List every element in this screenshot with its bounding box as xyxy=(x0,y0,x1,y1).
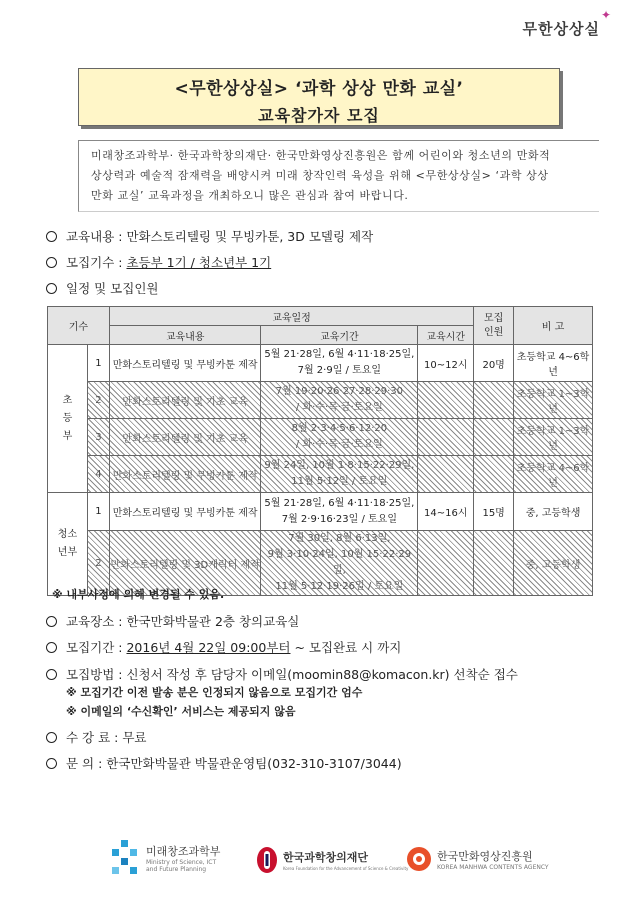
row-no: 2 xyxy=(87,382,109,419)
item-value: 한국만화박물관 2층 창의교육실 xyxy=(126,614,300,629)
msip-emblem-icon xyxy=(108,838,142,878)
period-line: 7월 2·9일 / 토요일 xyxy=(297,365,382,376)
note-receipt: ※ 이메일의 ‘수신확인’ 서비스는 제공되지 않음 xyxy=(66,705,296,718)
header-remarks: 비 고 xyxy=(514,307,593,345)
row-capacity xyxy=(474,419,514,456)
period-line: 7월 19·20·26·27·28·29·30 xyxy=(275,386,404,397)
brand-logo-text: 무한상상실 xyxy=(522,20,600,38)
row-content: 만화스토리텔링 및 무빙카툰 제작 xyxy=(109,345,261,382)
row-remarks: 초등학교 4~6학년 xyxy=(514,456,593,493)
row-content: 만화스토리텔링 및 기초 교육 xyxy=(109,382,261,419)
row-time: 10~12시 xyxy=(418,345,474,382)
header-schedule: 교육일정 xyxy=(109,307,473,326)
bullet-circle-icon xyxy=(46,732,57,743)
period-line: 7월 30일, 8월 6·13일, xyxy=(288,533,391,544)
item-method xyxy=(46,665,518,683)
kofac-sub: Korea Foundation for the Advancement of Science & Creativity xyxy=(283,865,409,871)
row-no: 2 xyxy=(87,531,109,596)
schedule-table xyxy=(47,306,593,596)
header-capacity: 모집 인원 xyxy=(474,307,514,345)
row-period xyxy=(261,493,418,531)
komacon-sub: KOREA MANHWA CONTENTS AGENCY xyxy=(437,863,549,871)
row-capacity xyxy=(474,531,514,596)
row-period xyxy=(261,382,418,419)
row-remarks: 초등학교 1~3학년 xyxy=(514,382,593,419)
kofac-name: 한국과학창의재단 xyxy=(283,850,369,864)
komacon-emblem-icon xyxy=(406,846,432,872)
item-value: 초등부 1기 / 청소년부 1기 xyxy=(126,255,272,270)
item-venue xyxy=(46,612,299,630)
item-schedule xyxy=(46,279,158,297)
kofac-emblem-icon xyxy=(256,846,278,874)
item-label: 수 강 료 : xyxy=(66,730,119,745)
group-youth: 청소 년부 xyxy=(48,493,88,596)
footer-logo-komacon xyxy=(406,846,549,872)
row-no: 1 xyxy=(87,493,109,531)
row-time: 14~16시 xyxy=(418,493,474,531)
bullet-circle-icon xyxy=(46,283,57,294)
header-time: 교육시간 xyxy=(418,326,474,345)
group-elementary: 초 등 부 xyxy=(48,345,88,493)
row-period xyxy=(261,419,418,456)
item-content xyxy=(46,227,373,245)
period-line: 11월 5·12·19·26일 / 토요일 xyxy=(275,581,404,592)
row-content: 만화스토리텔링 및 3D캐릭터 제작 xyxy=(109,531,261,596)
period-line: 5월 21·28일, 6월 4·11·18·25일, xyxy=(264,497,415,509)
brand-logo xyxy=(522,8,612,39)
row-capacity xyxy=(474,382,514,419)
item-label: 모집기수 : xyxy=(66,255,123,270)
header-period: 교육기간 xyxy=(261,326,418,345)
intro-line: 만화 교실’ 교육과정을 개최하오니 많은 관심과 참여 바랍니다. xyxy=(91,189,409,202)
row-period xyxy=(261,345,418,382)
row-content: 만화스토리텔링 및 기초 교육 xyxy=(109,419,261,456)
row-no: 4 xyxy=(87,456,109,493)
row-remarks: 중, 고등학생 xyxy=(514,531,593,596)
row-time xyxy=(418,456,474,493)
msip-sub: Ministry of Science, ICT and Future Planning xyxy=(146,859,217,873)
title-box xyxy=(78,68,560,126)
row-time xyxy=(418,531,474,596)
item-value: 2016년 4월 22일 09:00부터 xyxy=(126,640,291,655)
item-label: 교육내용 : xyxy=(66,229,123,244)
bullet-circle-icon xyxy=(46,257,57,268)
header-session: 기수 xyxy=(48,307,110,345)
item-value: 만화스토리텔링 및 무빙카툰, 3D 모델링 제작 xyxy=(126,229,374,244)
row-capacity xyxy=(474,456,514,493)
row-no: 1 xyxy=(87,345,109,382)
period-line: / 화·수·목·금·토요일 xyxy=(295,402,383,413)
item-label: 모집방법 : xyxy=(66,667,123,682)
period-line: 7월 2·9·16·23일 / 토요일 xyxy=(281,513,397,525)
intro-line: 상상력과 예술적 잠재력을 배양시켜 미래 창작인력 육성을 위해 <무한상상실> ‘과학 상상 xyxy=(91,169,549,182)
intro-line: 미래창조과학부· 한국과학창의재단· 한국만화영상진흥원은 함께 어린이와 청소년의 만화적 xyxy=(91,149,551,162)
row-capacity: 20명 xyxy=(474,345,514,382)
note-change: ※ 내부사정에 의해 변경될 수 있음. xyxy=(52,588,225,601)
bullet-circle-icon xyxy=(46,616,57,627)
title-line2: 교육참가자 모집 xyxy=(258,106,380,125)
item-value: 한국만화박물관 박물관운영팀(032-310-3107/3044) xyxy=(106,756,402,771)
note-postmark: ※ 모집기간 이전 발송 분은 인정되지 않음으로 모집기간 엄수 xyxy=(66,686,363,699)
row-remarks: 초등학교 1~3학년 xyxy=(514,419,593,456)
title-line1: <무한상상실> ‘과학 상상 만화 교실’ xyxy=(174,79,464,99)
item-label: 일정 및 모집인원 xyxy=(66,281,159,296)
row-time xyxy=(418,419,474,456)
period-line: / 화·수·목·금·토요일 xyxy=(295,439,383,450)
item-label: 문 의 : xyxy=(66,756,103,771)
intro-paragraph xyxy=(78,140,599,212)
header-content: 교육내용 xyxy=(109,326,261,345)
row-time xyxy=(418,382,474,419)
item-period xyxy=(46,638,401,656)
row-no: 3 xyxy=(87,419,109,456)
row-capacity: 15명 xyxy=(474,493,514,531)
period-line: 9월 3·10·24일, 10월 15·22·29일, xyxy=(267,549,412,576)
row-remarks: 중, 고등학생 xyxy=(514,493,593,531)
item-value: 무료 xyxy=(122,730,147,745)
bullet-circle-icon xyxy=(46,669,57,680)
bullet-circle-icon xyxy=(46,642,57,653)
period-line: 5월 21·28일, 6월 4·11·18·25일, xyxy=(264,349,415,360)
item-label: 교육장소 : xyxy=(66,614,123,629)
period-line: 11월 5·12일 / 토요일 xyxy=(291,476,388,487)
sparkle-icon: ✦ xyxy=(600,8,612,22)
footer-logo-msip xyxy=(108,838,220,878)
item-fee xyxy=(46,728,147,746)
row-period xyxy=(261,531,418,596)
item-value-rest: ~ 모집완료 시 까지 xyxy=(290,640,402,655)
komacon-name: 한국만화영상진흥원 xyxy=(437,849,533,863)
period-line: 9월 24일, 10월 1·8·15·22·29일, xyxy=(264,460,415,471)
period-line: 8월 2·3·4·5·6·12·20 xyxy=(291,423,388,434)
item-value: 신청서 작성 후 담당자 이메일(moomin88@komacon.kr) 선착순 접수 xyxy=(126,667,518,682)
row-content: 만화스토리텔링 및 무빙카툰 제작 xyxy=(109,493,261,531)
row-remarks: 초등학교 4~6학년 xyxy=(514,345,593,382)
footer-logo-kofac xyxy=(256,846,409,874)
item-contact xyxy=(46,754,402,772)
bullet-circle-icon xyxy=(46,231,57,242)
msip-name: 미래창조과학부 xyxy=(146,845,221,858)
row-period xyxy=(261,456,418,493)
row-content: 만화스토리텔링 및 무빙카툰 제작 xyxy=(109,456,261,493)
item-sessions xyxy=(46,253,271,271)
bullet-circle-icon xyxy=(46,758,57,769)
item-label: 모집기간 : xyxy=(66,640,123,655)
